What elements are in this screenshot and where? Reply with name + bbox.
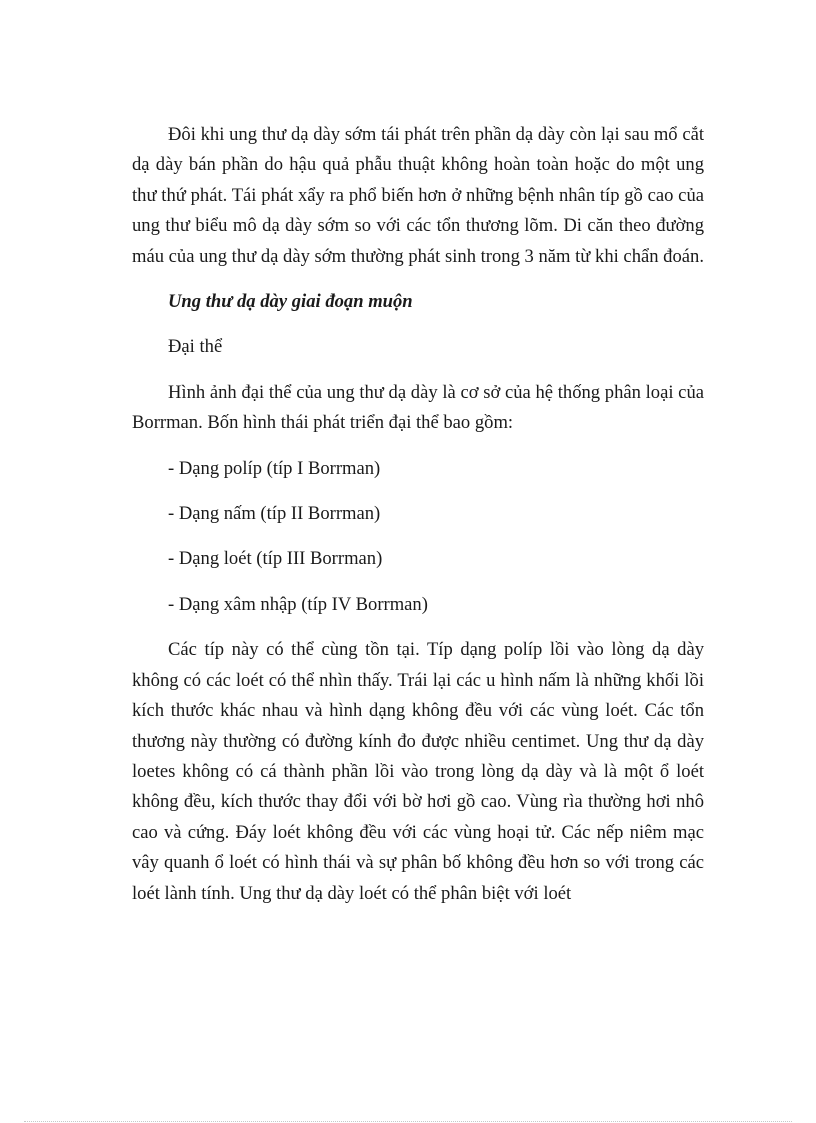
paragraph-recurrence: Đôi khi ung thư dạ dày sớm tái phát trên phần dạ dày còn lại sau mổ cắt dạ dày bán phần do hậu quả phẫu thuật không hoàn toàn hoặc do một ung thư thứ phát. Tái phát xẩy ra phổ biến hơn ở những bệnh nhân típ gồ cao của ung thư biểu mô dạ dày sớm so với các tổn thương lõm. Di căn theo đường máu của ung thư dạ dày sớm thường phát sinh trong 3 năm từ khi chẩn đoán. [132, 124, 704, 267]
list-item: - Dạng nấm (típ II Borrman) [168, 503, 381, 525]
paragraph-borrman-intro: Hình ảnh đại thể của ung thư dạ dày là cơ sở của hệ thống phân loại của Borrman. Bốn hình thái phát triển đại thể bao gồm: [132, 381, 704, 434]
document-body [132, 120, 704, 924]
paragraph-types-description: Các típ này có thể cùng tồn tại. Típ dạng políp lồi vào lòng dạ dày không có các loét có thể nhìn thấy. Trái lại các u hình nấm là những khối lồi kích thước khác nhau và hình dạng không đều với các vùng loét. Các tổn thương này thường có đường kính đo được nhiều centimet. Ung thư dạ dày loetes không có cá thành phần lồi vào trong lòng dạ dày và là một ổ loét không đều, kích thước thay đổi với bờ hơi gồ cao. Vùng rìa thường hơi nhô cao và cứng. Đáy loét không đều với các vùng hoại tử. Các nếp niêm mạc vây quanh ổ loét có hình thái và sự phân bố không đều hơn so với trong các loét lành tính. Ung thư dạ dày loét có thể phân biệt với loét [132, 639, 704, 904]
subsection-heading: Đại thể [168, 336, 223, 358]
section-heading: Ung thư dạ dày giai đoạn muộn [168, 291, 413, 313]
list-item: - Dạng loét (típ III Borrman) [168, 548, 383, 570]
page-bottom-divider [24, 1121, 792, 1122]
list-item: - Dạng políp (típ I Borrman) [168, 457, 381, 479]
list-item: - Dạng xâm nhập (típ IV Borrman) [168, 593, 428, 615]
